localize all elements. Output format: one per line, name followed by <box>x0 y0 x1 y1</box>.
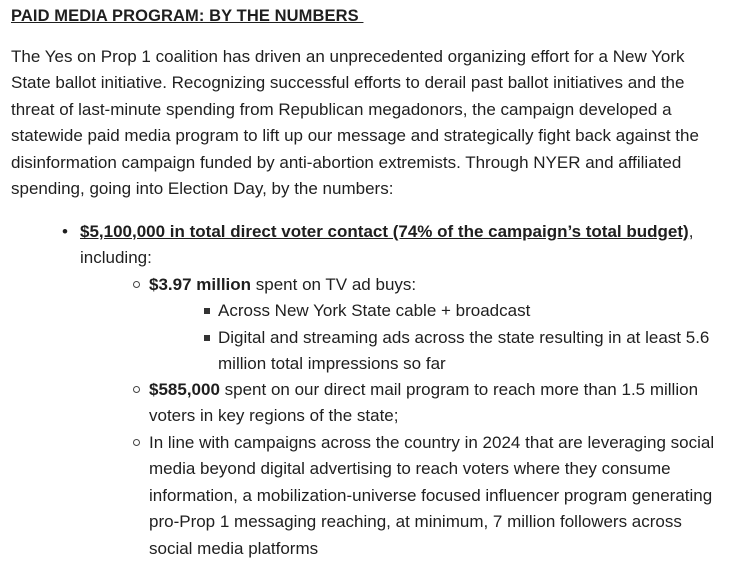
list-item-influencer <box>149 430 724 562</box>
tv-point-text: Across New York State cable + broadcast <box>218 301 531 320</box>
total-contact-rest: , including: <box>80 222 694 268</box>
circle-bullet-icon <box>133 439 140 446</box>
tv-amount: $3.97 million <box>149 275 252 294</box>
list-item-tv-point <box>218 325 718 378</box>
list-item-mail <box>149 377 724 430</box>
influencer-text: In line with campaigns across the country in 2024 that are leveraging social media beyond digital advertising to reach voters where they consume information, a mobilization-universe focused influencer program generating pro-Prop 1 messaging reaching, at minimum, 7 million followers across social media platforms <box>149 433 715 558</box>
square-bullet-icon <box>204 308 210 314</box>
intro-paragraph: The Yes on Prop 1 coalition has driven an unprecedented organizing effort for a New York State ballot initiative. Recognizing successful efforts to derail past ballot initiatives and the threat of last-minute spending from Republican megadonors, the campaign developed a statewide paid media program to lift up our message and strategically fight back against the disinformation campaign funded by anti-abortion extremists. Through NYER and affiliated spending, going into Election Day, by the numbers: <box>11 47 699 199</box>
list-item-total-contact <box>62 219 720 272</box>
mail-text: spent on our direct mail program to reach more than 1.5 million voters in key regions of the state; <box>149 380 699 426</box>
total-contact-lead: $5,100,000 in total direct voter contact (74% of the campaign’s total budget) <box>80 222 689 241</box>
tv-text: spent on TV ad buys: <box>251 275 417 294</box>
section-heading: PAID MEDIA PROGRAM: BY THE NUMBERS <box>11 7 364 25</box>
tv-point-text: Digital and streaming ads across the state resulting in at least 5.6 million total impressions so far <box>218 328 710 374</box>
circle-bullet-icon <box>133 386 140 393</box>
mail-amount: $585,000 <box>149 380 220 399</box>
circle-bullet-icon <box>133 281 140 288</box>
list-item-tv-point <box>218 298 718 324</box>
square-bullet-icon <box>204 335 210 341</box>
list-item-tv <box>149 272 724 298</box>
disc-bullet-icon: • <box>62 222 68 241</box>
